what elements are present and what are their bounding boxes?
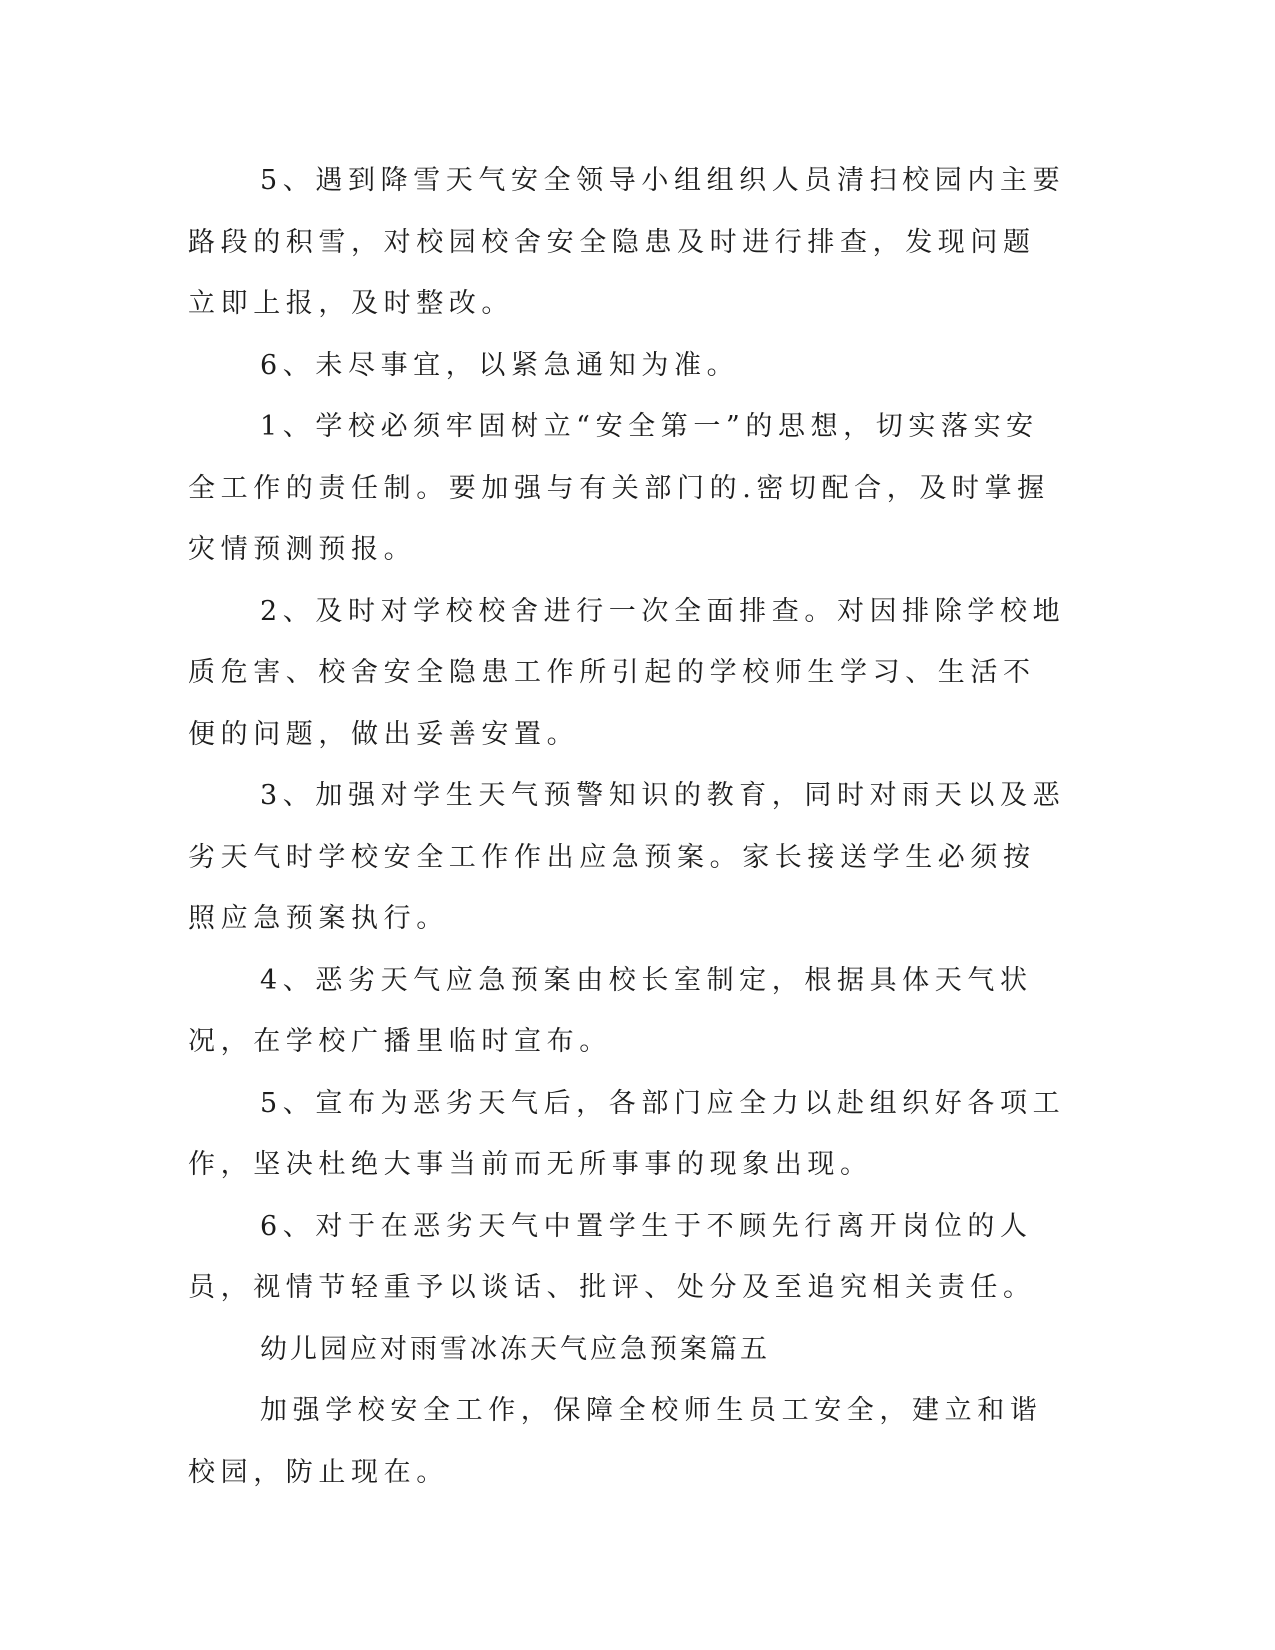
paragraph-weather-education: 3、加强对学生天气预警知识的教育，同时对雨天以及恶劣天气时学校安全工作作出应急预案。家长接送学生必须按照应急预案执行。 [188,780,1066,934]
document-body [188,150,1068,1503]
paragraph-building-inspection: 2、及时对学校校舍进行一次全面排查。对因排除学校地质危害、校舍安全隐患工作所引起的学校师生学习、生活不便的问题，做出妥善安置。 [188,595,1066,750]
paragraph-accountability: 6、对于在恶劣天气中置学生于不顾先行离开岗位的人员，视情节轻重予以谈话、批评、处分及至追究相关责任。 [188,1210,1036,1303]
paragraph-plan-announcement: 4、恶劣天气应急预案由校长室制定，根据具体天气状况，在学校广播里临时宣布。 [188,964,1033,1057]
paragraph-department-duties: 5、宣布为恶劣天气后，各部门应全力以赴组织好各项工作，坚决杜绝大事当前而无所事事的现象出现。 [188,1087,1066,1180]
paragraph-section-intro: 加强学校安全工作，保障全校师生员工安全，建立和谐校园，防止现在。 [188,1395,1043,1488]
paragraph-safety-first: 1、学校必须牢固树立“安全第一”的思想，切实落实安全工作的责任制。要加强与有关部门的.密切配合，及时掌握灾情预测预报。 [188,411,1050,565]
paragraph-snow-clearing: 5、遇到降雪天气安全领导小组组织人员清扫校园内主要路段的积雪，对校园校舍安全隐患及时进行排查，发现问题立即上报，及时整改。 [188,165,1066,319]
section-heading: 幼儿园应对雨雪冰冻天气应急预案篇五 [260,1333,770,1365]
paragraph-other-matters: 6、未尽事宜，以紧急通知为准。 [260,349,740,381]
